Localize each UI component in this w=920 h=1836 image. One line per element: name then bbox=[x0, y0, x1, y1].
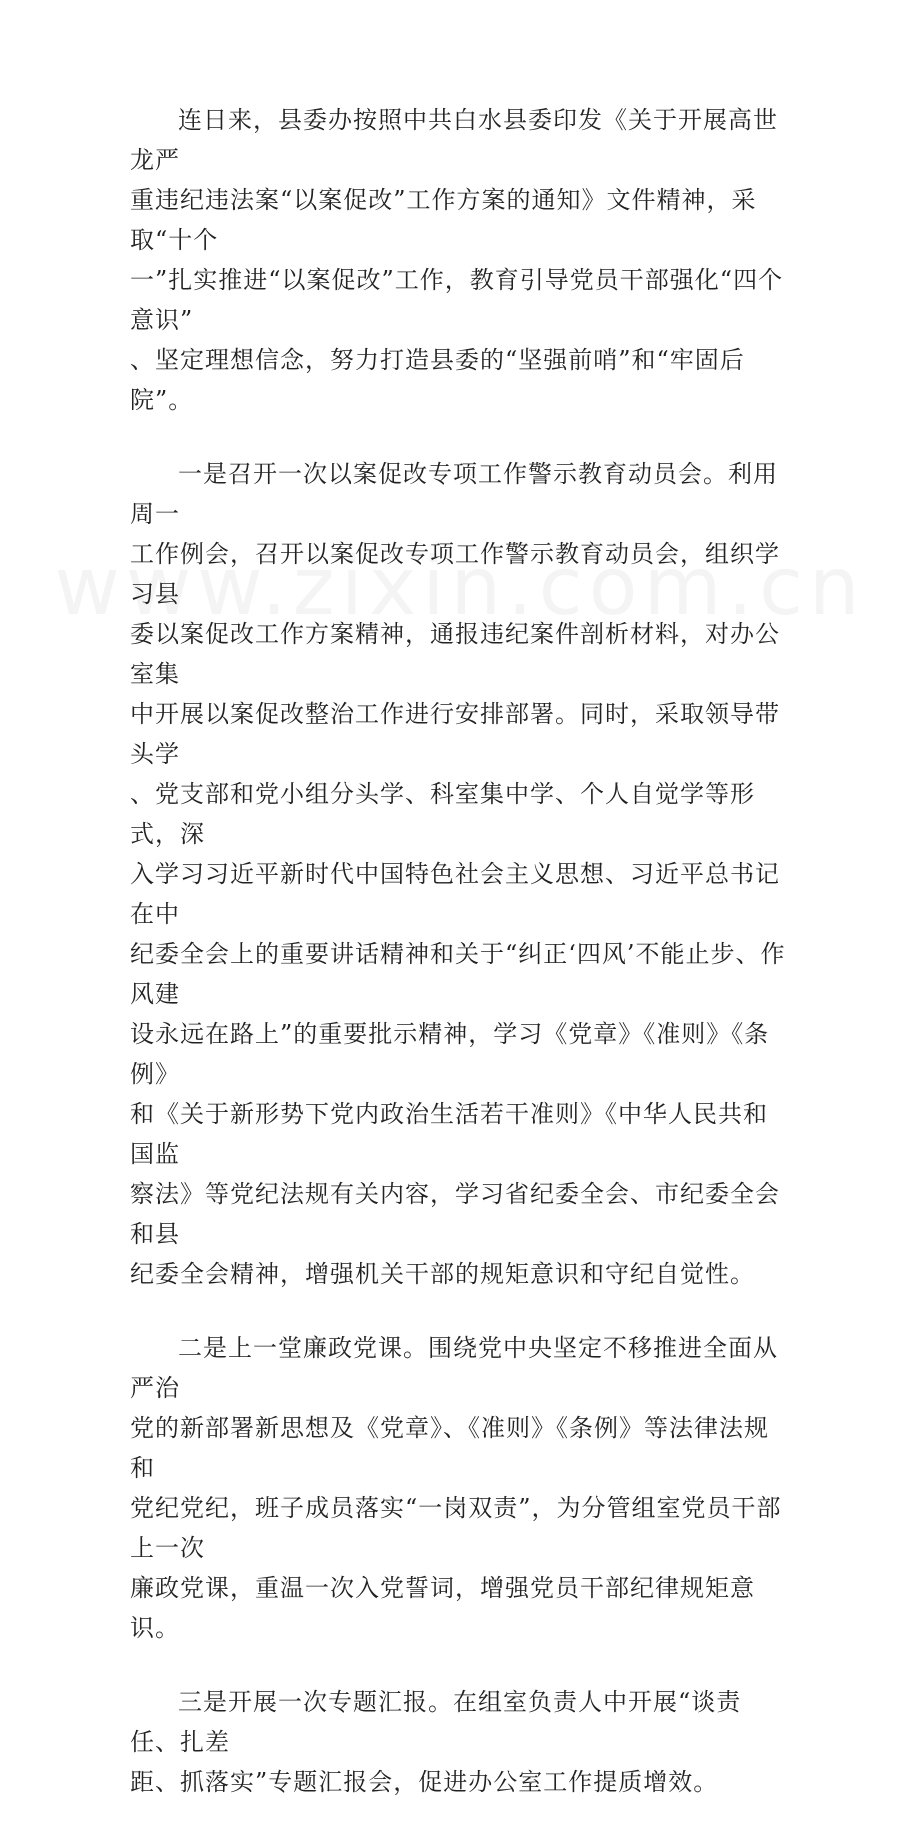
document-body bbox=[130, 100, 790, 1836]
paragraph-item-1: 一是召开一次以案促改专项工作警示教育动员会。利用周一 工作例会，召开以案促改专项工作警示教育动员会，组织学习县 委以案促改工作方案精神，通报违纪案件剖析材料，对办公室集 中开展以案促改整治工作进行安排部署。同时，采取领导带头学 、党支部和党小组分头学、科室集中学、个人自觉学等形式，深 入学习习近平新时代中国特色社会主义思想、习近平总书记在中 纪委全会上的重要讲话精神和关于“纠正‘四风’不能止步、作风建 设永远在路上”的重要批示精神，学习《党章》《准则》《条例》 和《关于新形势下党内政治生活若干准则》《中华人民共和国监 察法》等党纪法规有关内容，学习省纪委全会、市纪委全会和县 纪委全会精神，增强机关干部的规矩意识和守纪自觉性。 bbox=[130, 460, 786, 1288]
paragraph-intro: 连日来，县委办按照中共白水县委印发《关于开展高世龙严 重违纪违法案“以案促改”工作方案的通知》文件精神，采取“十个 一”扎实推进“以案促改”工作，教育引导党员干部强化“四个意识” 、坚定理想信念，努力打造县委的“坚强前哨”和“牢固后院”。 bbox=[130, 106, 784, 414]
paragraph-item-2: 二是上一堂廉政党课。围绕党中央坚定不移推进全面从严治 党的新部署新思想及《党章》、《准则》《条例》等法律法规和 党纪党纪，班子成员落实“一岗双责”，为分管组室党员干部上一次 廉政党课，重温一次入党誓词，增强党员干部纪律规矩意识。 bbox=[130, 1334, 782, 1642]
paragraph-item-3: 三是开展一次专题汇报。在组室负责人中开展“谈责任、扎差 距、抓落实”专题汇报会，促进办公室工作提质增效。 bbox=[130, 1688, 742, 1796]
